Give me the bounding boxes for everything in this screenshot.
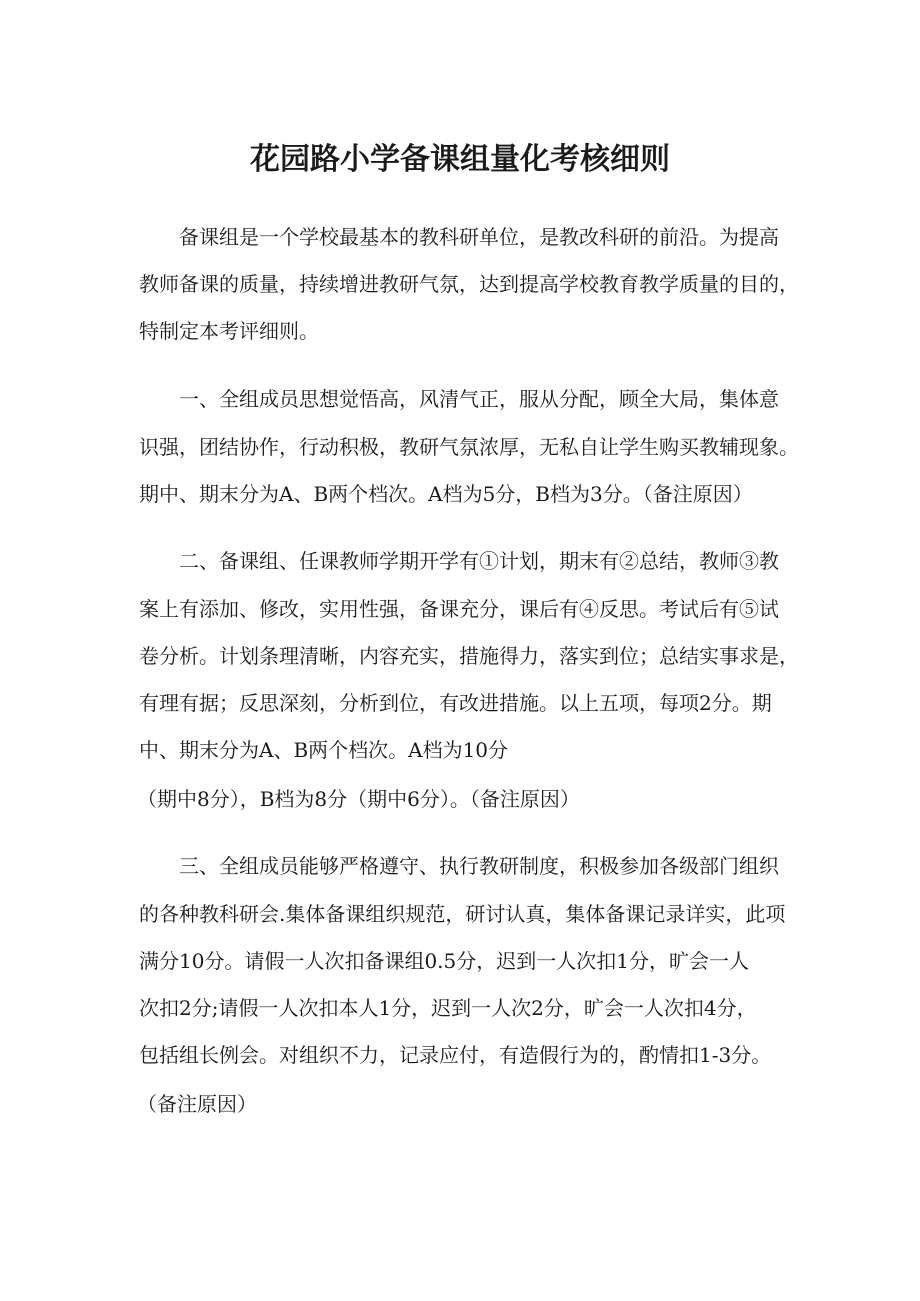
section3-line-5: 包括组长例会。对组织不力，记录应付，有造假行为的，酌情扣1-3分。 — [139, 1043, 772, 1067]
section1-line-2: 识强，团结协作，行动积极，教研气氛浓厚，无私自让学生购买教辅现象。 — [139, 435, 799, 459]
section2-line-4: 有理有据；反思深刻，分析到位，有改进措施。以上五项，每项2分。期 — [139, 691, 772, 715]
section2-line-6: （期中8分），B档为8分（期中6分）。（备注原因） — [137, 787, 580, 811]
section1-line-1: 一、全组成员思想觉悟高，风清气正，服从分配，顾全大局，集体意 — [179, 387, 779, 411]
section1-line-3: 期中、期末分为A、B两个档次。A档为5分，B档为3分。（备注原因） — [139, 482, 753, 506]
intro-line-1: 备课组是一个学校最基本的教科研单位，是教改科研的前沿。为提高 — [179, 225, 779, 249]
section3-line-1: 三、全组成员能够严格遵守、执行教研制度，积极参加各级部门组织 — [179, 854, 779, 878]
intro-line-2: 教师备课的质量，持续增进教研气氛，达到提高学校教育教学质量的目的， — [139, 272, 799, 296]
section2-line-3: 卷分析。计划条理清晰，内容充实，措施得力，落实到位；总结实事求是， — [139, 644, 799, 668]
section2-line-5: 中、期末分为A、B两个档次。A档为10分 — [139, 738, 509, 762]
section2-line-2: 案上有添加、修改，实用性强，备课充分，课后有④反思。考试后有⑤试 — [139, 597, 779, 621]
section3-line-4: 次扣2分;请假一人次扣本人1分，迟到一人次2分，旷会一人次扣4分， — [139, 996, 757, 1020]
section2-line-1: 二、备课组、任课教师学期开学有①计划，期末有②总结，教师③教 — [179, 549, 779, 573]
section3-line-3: 满分10分。请假一人次扣备课组0.5分，迟到一人次扣1分，旷会一人 — [139, 949, 749, 973]
intro-line-3: 特制定本考评细则。 — [139, 319, 319, 343]
section3-line-6: （备注原因） — [137, 1092, 257, 1116]
document-title: 花园路小学备课组量化考核细则 — [250, 142, 670, 177]
section3-line-2: 的各种教科研会.集体备课组织规范，研讨认真，集体备课记录详实，此项 — [139, 902, 786, 926]
